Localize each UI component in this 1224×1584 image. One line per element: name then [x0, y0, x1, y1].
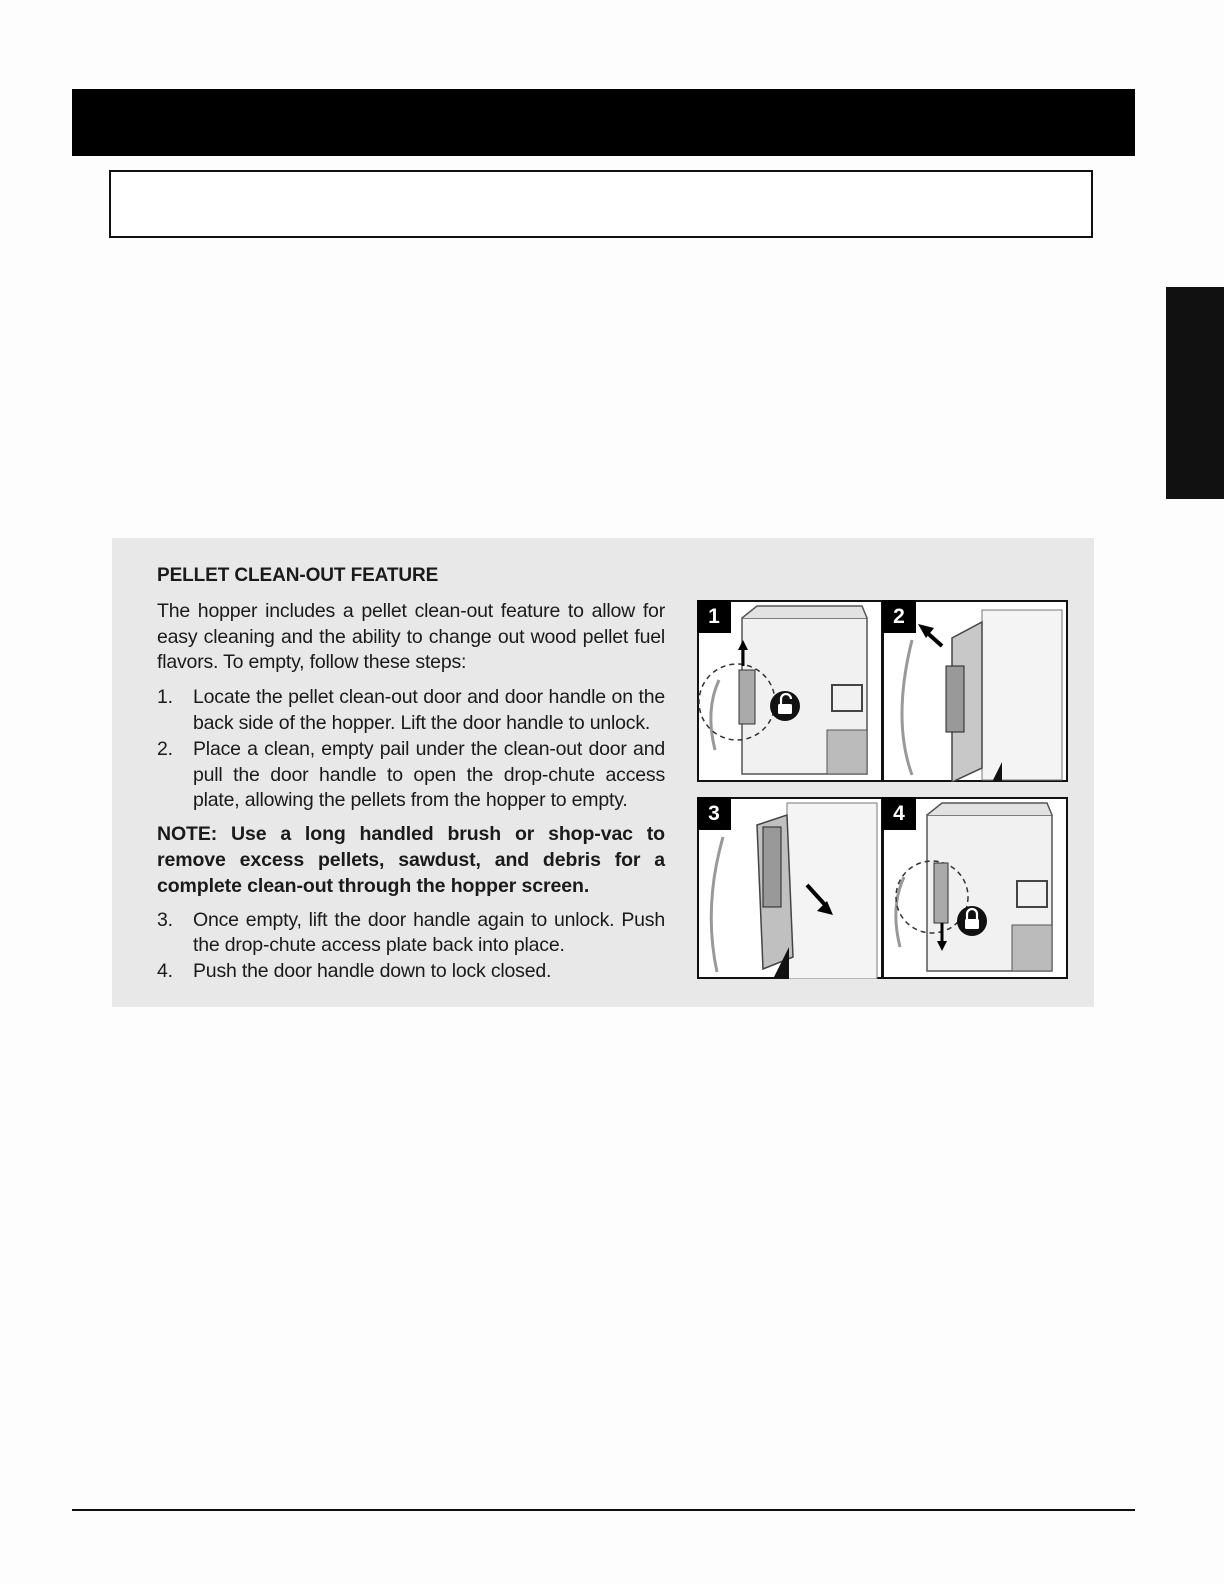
section-heading: PELLET CLEAN-OUT FEATURE: [157, 565, 439, 586]
step-number: 4.: [157, 960, 173, 983]
step-badge: 2: [882, 600, 916, 633]
step-badge: 3: [697, 797, 731, 830]
lock-icon: [957, 906, 987, 936]
intro-paragraph: The hopper includes a pellet clean-out feature to allow for easy cleaning and the ability to change out wood pellet fuel flavors. To empty, follow these steps:: [157, 599, 665, 674]
instructions: [157, 563, 665, 993]
step-badge: 1: [697, 600, 731, 633]
steps-list-a: [157, 685, 665, 814]
step-text: Locate the pellet clean-out door and door handle on the back side of the hopper. Lift the door handle to unlock.: [193, 686, 665, 734]
footer-rule: [72, 1509, 1135, 1511]
step-text: Once empty, lift the door handle again to unlock. Push the drop-chute access plate back into place.: [193, 908, 665, 957]
step-number: 2.: [157, 737, 173, 760]
figure-step-1: [697, 600, 883, 782]
pellet-cleanout-panel: [112, 538, 1094, 1007]
step-badge: 4: [882, 797, 916, 830]
figure-step-2: [882, 600, 1068, 782]
section-tab: [1166, 287, 1224, 499]
figure-step-3: [697, 797, 883, 979]
step-text: Place a clean, empty pail under the clean-out door and pull the door handle to open the drop-chute access plate, allowing the pellets from the hopper to empty.: [193, 737, 665, 812]
step-item: [157, 908, 665, 960]
step-item: [157, 737, 665, 814]
unlock-icon: [770, 691, 800, 721]
note-paragraph: NOTE: Use a long handled brush or shop-vac to remove excess pellets, sawdust, and debris for a complete clean-out through the hopper screen.: [157, 823, 665, 897]
step-item: [157, 685, 665, 737]
steps-list-b: [157, 908, 665, 985]
step-item: [157, 959, 665, 985]
step-number: 3.: [157, 908, 173, 931]
header-bar: [72, 89, 1135, 156]
title-box: [109, 170, 1093, 238]
step-number: 1.: [157, 686, 173, 709]
step-text: Push the door handle down to lock closed.: [193, 960, 552, 983]
figure-step-4: [882, 797, 1068, 979]
